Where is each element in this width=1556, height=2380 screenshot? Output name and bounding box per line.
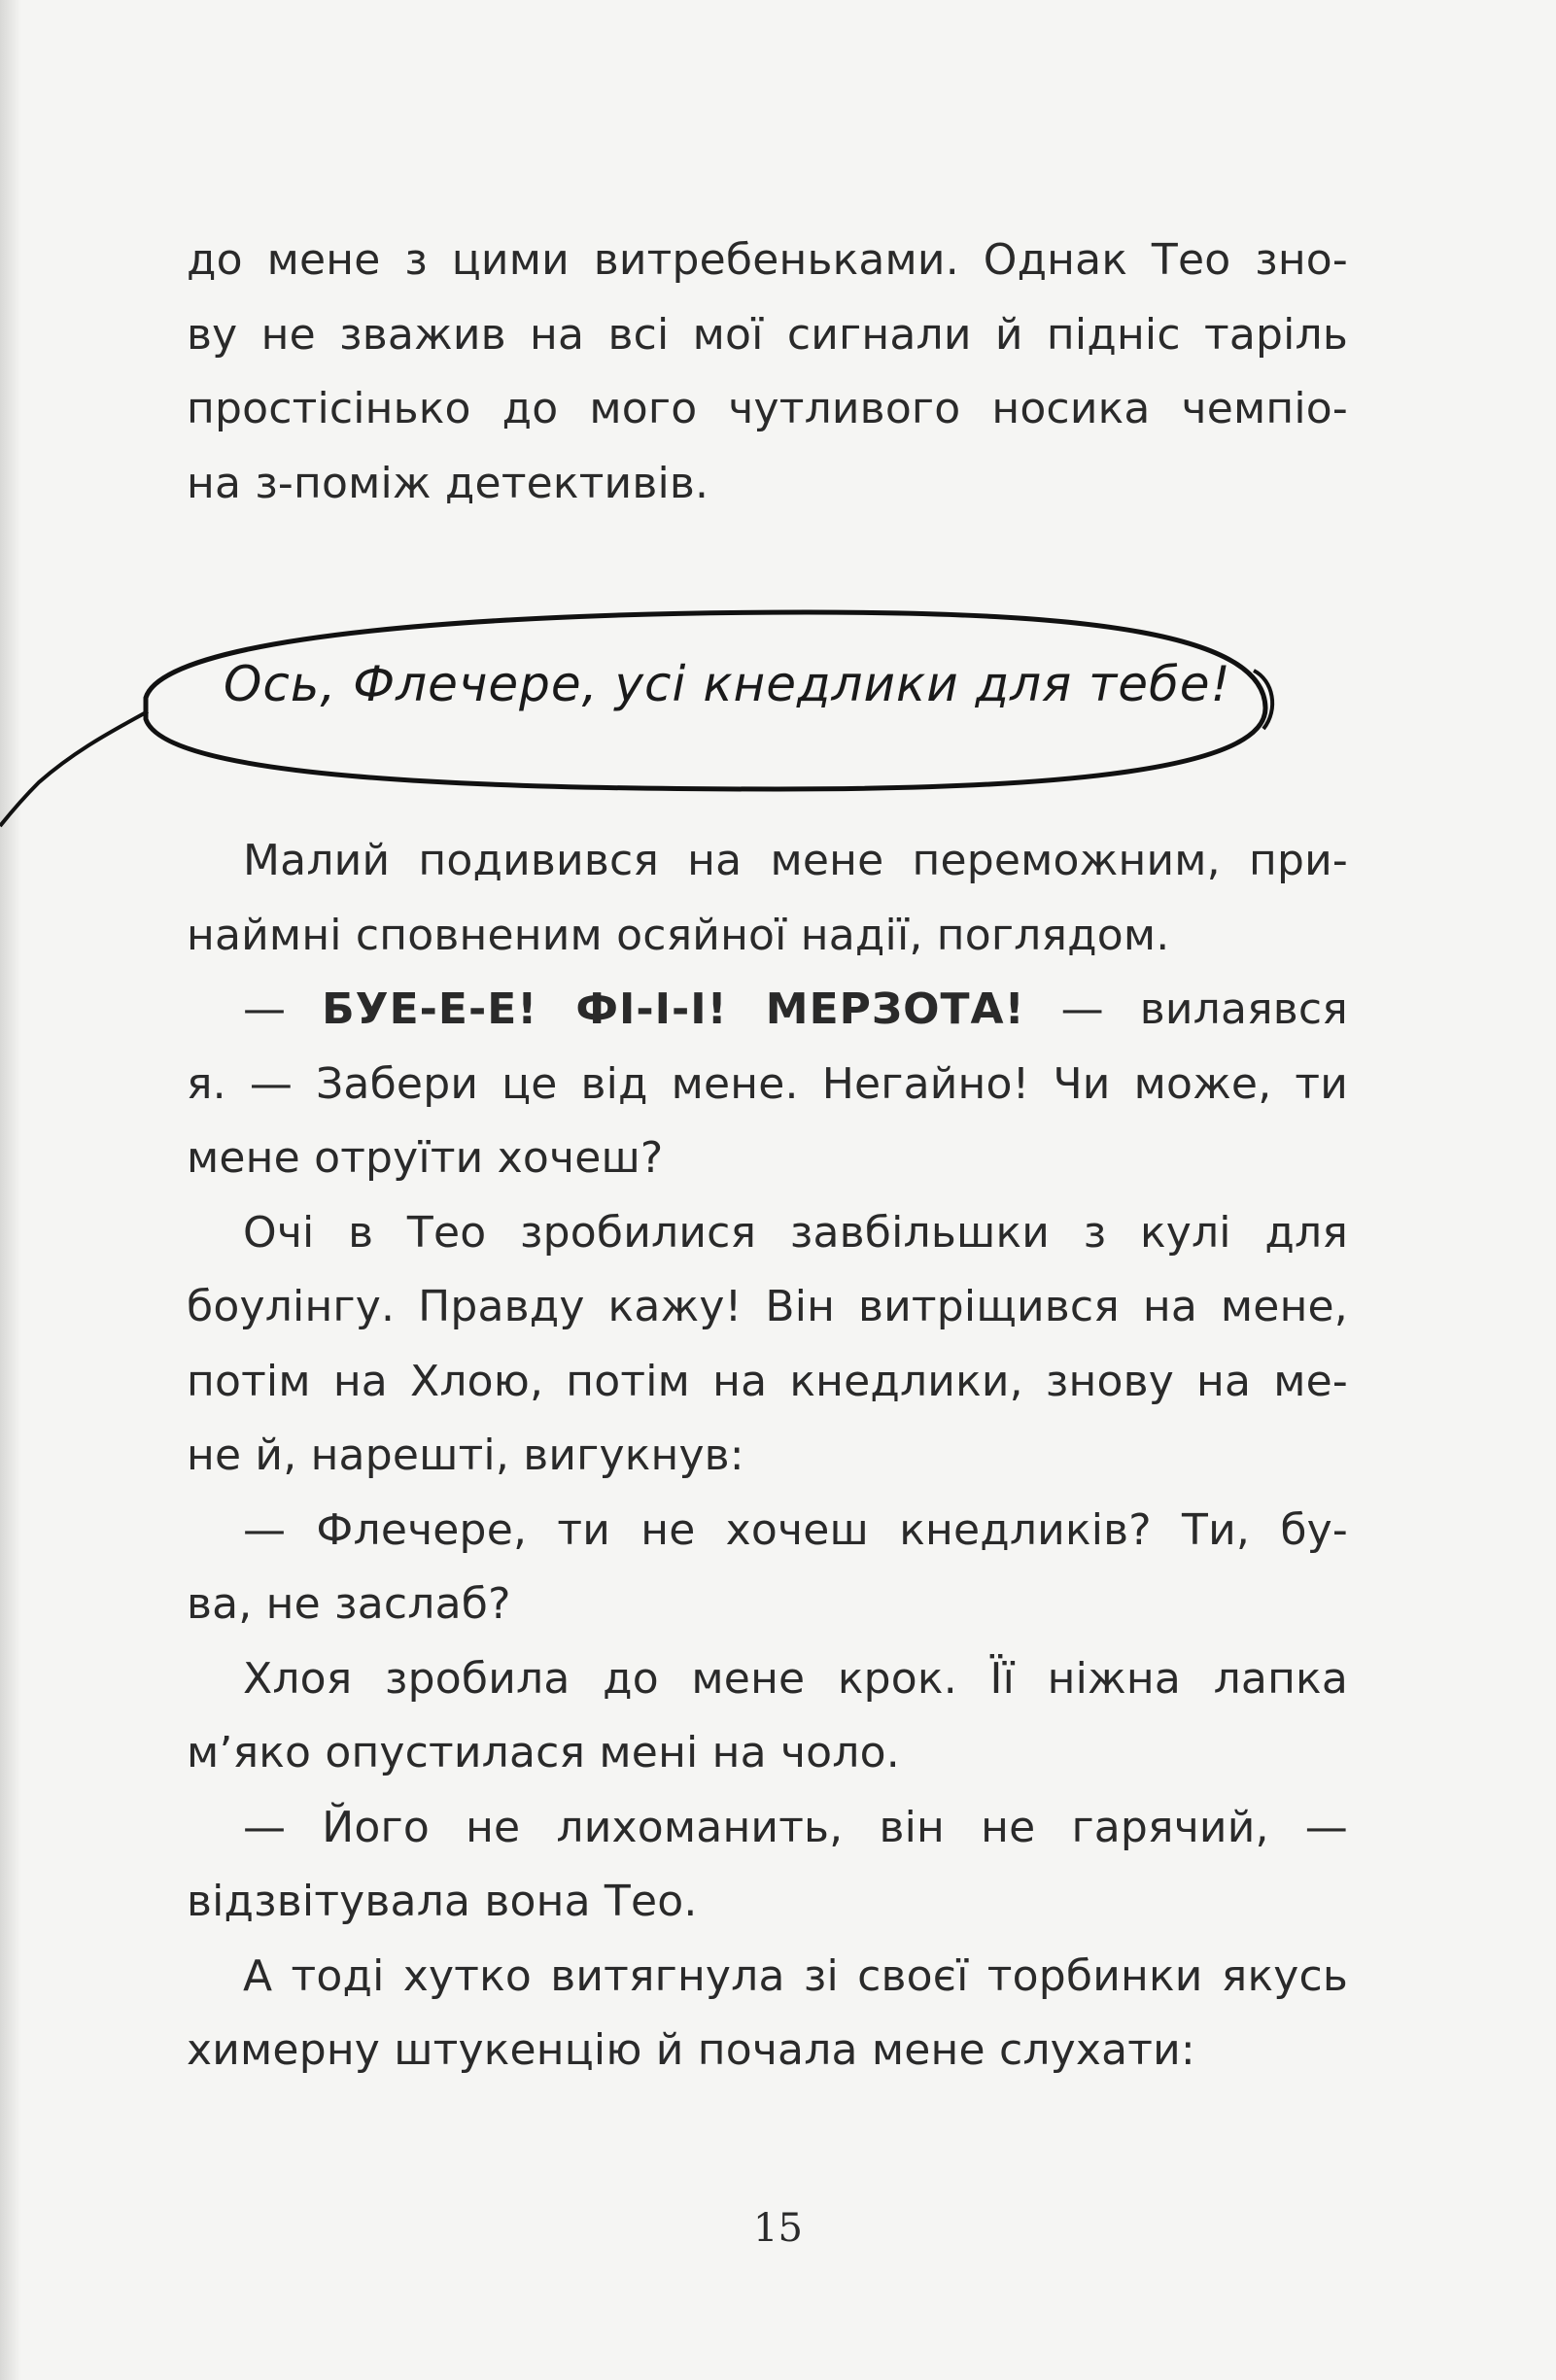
text-line: мене отруїти хочеш? bbox=[187, 1133, 664, 1183]
text-line: Хлоя зробила до мене крок. Її ніжна лапка bbox=[243, 1653, 1348, 1704]
speech-bubble bbox=[0, 583, 1556, 836]
text-span: — вилаявся bbox=[1024, 984, 1348, 1034]
text-line: на з-поміж детективів. bbox=[187, 458, 709, 508]
text-line: химерну штукенцію й почала мене слухати: bbox=[187, 2025, 1195, 2075]
top-paragraph bbox=[187, 224, 1348, 521]
dash: — bbox=[243, 984, 323, 1034]
shout-text: БУЕ-Е-Е! ФІ-І-І! МЕРЗОТА! bbox=[322, 984, 1025, 1034]
text-line: — Флечере, ти не хочеш кнедликів? Ти, бу- bbox=[243, 1504, 1348, 1555]
text-line: ва, не заслаб? bbox=[187, 1579, 511, 1629]
body-text bbox=[187, 824, 1348, 2088]
text-line: боулінгу. Правду кажу! Він витріщився на мене, bbox=[187, 1282, 1348, 1331]
text-line: А тоді хутко витягнула зі своєї торбинки якусь bbox=[243, 1950, 1348, 2001]
text-line: потім на Хлою, потім на кнедлики, знову на ме- bbox=[187, 1356, 1348, 1406]
text-line: до мене з цими витребеньками. Однак Тео зно- bbox=[187, 235, 1348, 285]
text-line: відзвітувала вона Тео. bbox=[187, 1877, 698, 1926]
page-edge-shadow bbox=[0, 0, 21, 2380]
dialogue-line bbox=[187, 973, 1348, 1048]
text-line: не й, нарешті, вигукнув: bbox=[187, 1431, 744, 1480]
text-line: ву не зважив на всі мої сигнали й підніс таріль bbox=[187, 309, 1348, 360]
text-line: — Його не лихоманить, він не гарячий, — bbox=[243, 1802, 1348, 1852]
text-line: Малий подивився на мене переможним, при- bbox=[243, 836, 1348, 885]
text-line: Очі в Тео зробилися завбільшки з кулі для bbox=[243, 1207, 1348, 1258]
text-line: я. — Забери це від мене. Негайно! Чи може, ти bbox=[187, 1058, 1348, 1109]
page-number: 15 bbox=[753, 2206, 803, 2251]
text-line: м’яко опустилася мені на чоло. bbox=[187, 1728, 900, 1777]
speech-bubble-text: Ось, Флечере, усі кнедлики для тебе! bbox=[224, 656, 1231, 712]
text-line: наймні сповненим осяйної надії, поглядом. bbox=[187, 910, 1170, 960]
text-line: простісінько до мого чутливого носика чемпіо- bbox=[187, 384, 1348, 433]
